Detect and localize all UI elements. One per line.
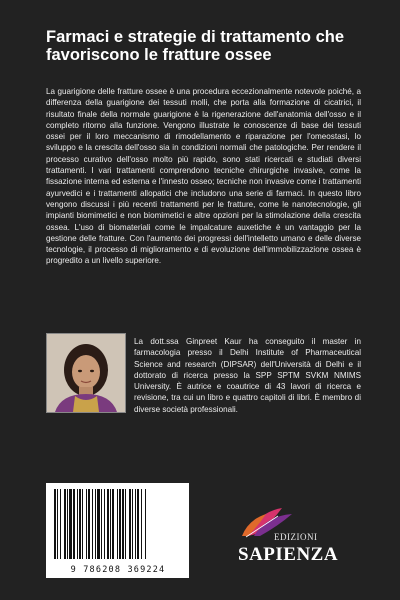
back-cover-title: Farmaci e strategie di trattamento che favoriscono le fratture ossee [46,28,345,64]
author-bio: La dott.ssa Ginpreet Kaur ha conseguito il master in farmacologia presso il Delhi Institute of Pharmaceutical Science and research (DIPSAR) dell'Università di Delhi e il dottorato di ricerca presso la SPP SPTM SVKM NMIMS University. È autrice e coautrice di 43 lavori di ricerca e revisione, tra cui un libro e quattro capitoli di libri. È membro di diverse società professionali. [134,337,361,414]
book-description: La guarigione delle fratture ossee è una procedura eccezionalmente notevole poiché, a differenza della guarigione dei tessuti molli, che porta alla formazione di cicatrici, il risultato finale della normale guarigione è la rigenerazione dell'anatomia dell'osso e il completo ritorno alla funzione. Vengono illustrate le conoscenze di base dei tessuti ossei per il loro meccanismo di rimodellamento e riparazione per l'omeostasi, lo sviluppo e la crescita dell'osso sia in condizioni normali che patologiche. Per rendere il processo curativo dell'osso molto più rapido, sono stati ricercati e studiati diversi trattamenti. I vari trattamenti comprendono tecniche chirurgiche invasive, come la fissazione interna ed esterna e l'innesto osseo; tecniche non invasive come i trattamenti ayurvedici e i trattamenti allopatici che includono una serie di farmaci. In questo libro vengono discussi i più recenti trattamenti per le fratture, come le nanotecnologie, gli impianti biomimetici e non biomimetici e altre opzioni per la stimolazione della crescita ossea. L'uso di biomateriali come le impalcature auxetiche è un vantaggio per la gestione delle fratture. Con l'aumento dei progressi dell'intelletto umano e delle diverse tecnologie, il processo di miglioramento e di evoluzione dell'immobilizzazione ossea è progredito a un livello superiore. [46,87,361,266]
publisher-logo [234,504,364,574]
publisher-label: EDIZIONI [274,532,318,542]
author-photo [46,333,126,413]
isbn-barcode [46,483,189,578]
publisher-name: SAPIENZA [238,544,339,565]
isbn-number: 9 786208 369224 [70,565,166,575]
